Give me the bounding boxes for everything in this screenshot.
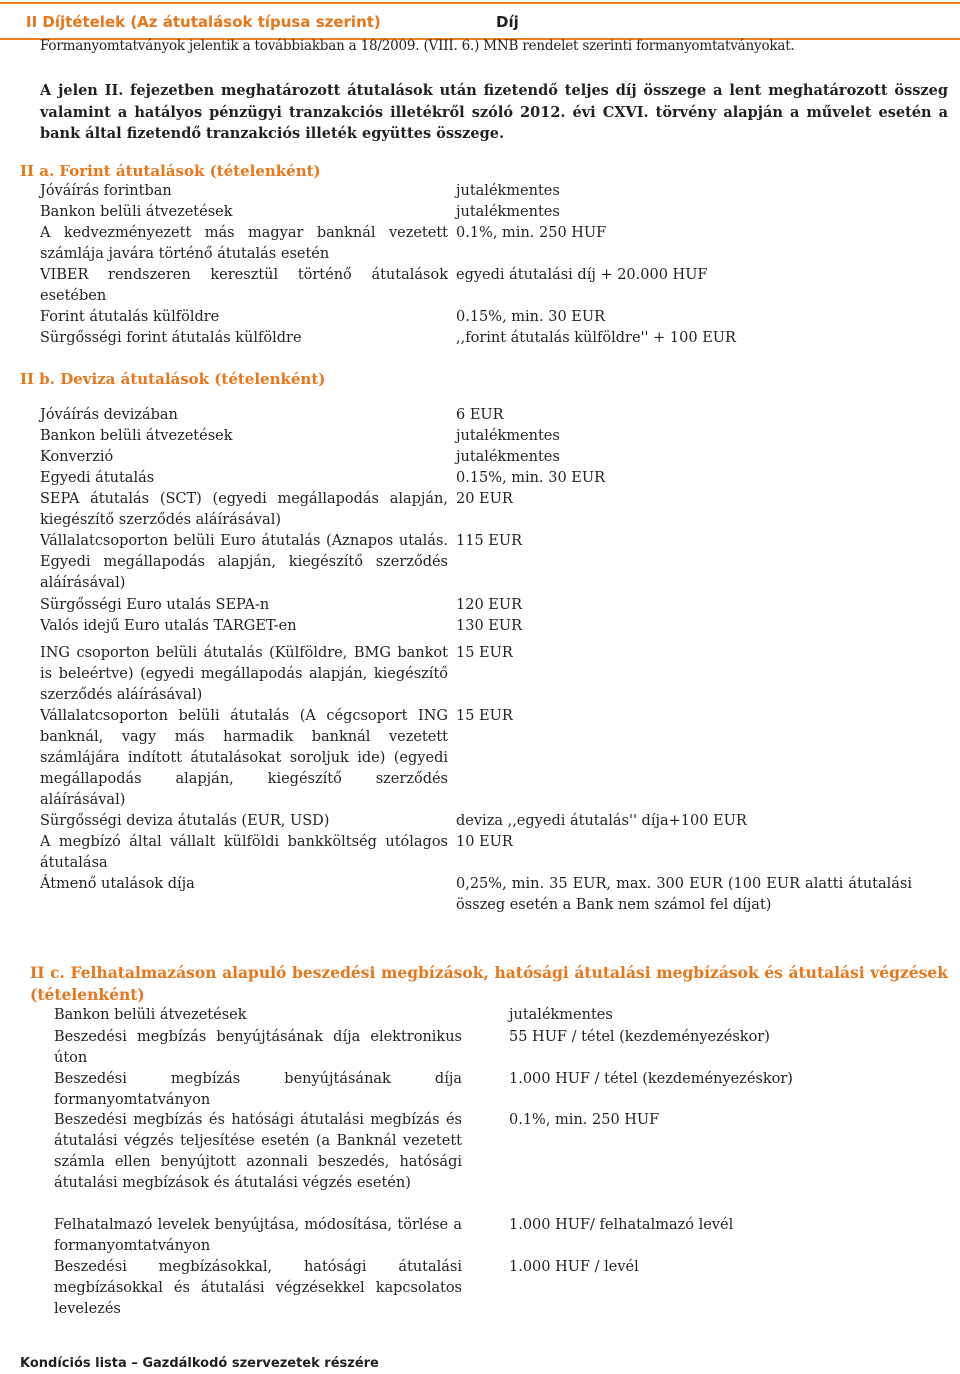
header-bar — [0, 2, 960, 40]
section-c-title: II c. Felhatalmazáson alapuló beszedési megbízások, hatósági átutalási megbízások és átutalási végzések (tételenként) — [30, 963, 948, 1004]
row-label: Vállalatcsoporton belüli átutalás (A cégcsoport ING banknál, vagy más harmadik banknál vezetett számlájára indított átutalásokat soroljuk ide) (egyedi megállapodás alapján, kiegészítő szerződés aláírásával) — [40, 708, 448, 808]
row-label: VIBER rendszeren keresztül történő átutalások esetében — [40, 267, 448, 304]
table-row — [0, 223, 960, 262]
row-value: jutalékmentes — [456, 449, 560, 465]
row-label: Sürgősségi forint átutalás külföldre — [40, 330, 302, 346]
table-row — [0, 265, 960, 304]
row-label: A kedvezményezett más magyar banknál vezetett számlája javára történő átutalás esetén — [40, 225, 448, 262]
table-row — [0, 531, 960, 591]
row-label: Egyedi átutalás — [40, 470, 155, 486]
row-label: Beszedési megbízásokkal, hatósági átutalási megbízásokkal és átutalási végzésekkel kapcsolatos levelezés — [54, 1259, 462, 1317]
row-label: SEPA átutalás (SCT) (egyedi megállapodás alapján, kiegészítő szerződés aláírásával) — [40, 491, 448, 528]
table-row — [0, 328, 960, 349]
row-value: jutalékmentes — [456, 204, 560, 220]
row-value: 1.000 HUF / tétel (kezdeményezéskor) — [509, 1071, 793, 1087]
row-label: Konverzió — [40, 449, 114, 465]
row-value: 130 EUR — [456, 618, 523, 634]
row-label: Sürgősségi deviza átutalás (EUR, USD) — [40, 813, 330, 829]
footer-text: Kondíciós lista – Gazdálkodó szervezetek részére — [20, 1356, 379, 1371]
row-value: 15 EUR — [456, 708, 513, 724]
row-label: Sürgősségi Euro utalás SEPA-n — [40, 597, 270, 613]
row-label: Bankon belüli átvezetések — [40, 204, 233, 220]
intro-text: Formanyomtatványok jelentik a továbbiakban a 18/2009. (VIII. 6.) MNB rendelet szerinti formanyomtatványokat. — [40, 38, 795, 54]
table-row — [0, 706, 960, 808]
table-row — [0, 489, 960, 528]
row-label: Átmenő utalások díja — [40, 876, 195, 892]
table-row — [0, 307, 960, 328]
row-value: 120 EUR — [456, 597, 523, 613]
table-row — [0, 874, 960, 913]
row-label: Vállalatcsoporton belüli Euro átutalás (Aznapos utalás. Egyedi megállapodás alapján, kiegészítő szerződés aláírásával) — [40, 533, 448, 591]
row-value: 0.15%, min. 30 EUR — [456, 470, 606, 486]
row-label: Beszedési megbízás és hatósági átutalási megbízás és átutalási végzés teljesítése esetén (a Banknál vezetett számla ellen benyújtott azonnali beszedés, hatósági átutalási megbízások és átutalási végzés esetén) — [54, 1112, 462, 1191]
row-label: Beszedési megbízás benyújtásának díja elektronikus úton — [54, 1029, 462, 1066]
row-value: ,,forint átutalás külföldre'' + 100 EUR — [456, 330, 736, 346]
table-row — [0, 468, 960, 489]
row-label: ING csoporton belüli átutalás (Külföldre, BMG bankot is beleértve) (egyedi megállapodás alapján, kiegészítő szerződés aláírásával) — [40, 645, 448, 703]
table-row — [0, 832, 960, 871]
table-row — [0, 181, 960, 202]
row-value: 0.1%, min. 250 HUF — [456, 225, 607, 241]
row-label: A megbízó által vállalt külföldi bankköltség utólagos átutalása — [40, 834, 448, 871]
row-value: 20 EUR — [456, 491, 513, 507]
header-fee-label: Díj — [496, 13, 519, 31]
table-row — [0, 405, 960, 426]
table-row — [0, 616, 960, 637]
row-value: jutalékmentes — [456, 428, 560, 444]
row-label: Valós idejű Euro utalás TARGET-en — [40, 618, 297, 634]
row-value: 1.000 HUF/ felhatalmazó levél — [509, 1217, 734, 1233]
row-label: Felhatalmazó levelek benyújtása, módosítása, törlése a formanyomtatványon — [54, 1217, 462, 1254]
row-label: Bankon belüli átvezetések — [54, 1007, 247, 1023]
row-value: jutalékmentes — [456, 183, 560, 199]
row-label: Beszedési megbízás benyújtásának díja formanyomtatványon — [54, 1071, 462, 1108]
row-value: deviza ,,egyedi átutalás'' díja+100 EUR — [456, 813, 747, 829]
row-value: egyedi átutalási díj + 20.000 HUF — [456, 267, 708, 283]
row-label: Jóváírás forintban — [40, 183, 172, 199]
table-row — [0, 202, 960, 223]
header-title: II Díjtételek (Az átutalások típusa szerint) — [26, 13, 381, 31]
table-row — [0, 426, 960, 447]
row-label: Forint átutalás külföldre — [40, 309, 220, 325]
row-value: 10 EUR — [456, 834, 513, 850]
section-a-title: II a. Forint átutalások (tételenként) — [20, 162, 321, 180]
table-row — [0, 811, 960, 832]
row-value: 115 EUR — [456, 533, 523, 549]
row-label: Bankon belüli átvezetések — [40, 428, 233, 444]
row-value: 15 EUR — [456, 645, 513, 661]
row-value: 6 EUR — [456, 407, 504, 423]
row-value: jutalékmentes — [509, 1007, 613, 1023]
section-b-title: II b. Deviza átutalások (tételenként) — [20, 370, 326, 388]
table-row — [0, 447, 960, 468]
row-value: 1.000 HUF / levél — [509, 1259, 639, 1275]
table-row — [0, 595, 960, 616]
row-value: 0,25%, min. 35 EUR, max. 300 EUR (100 EUR alatti átutalási összeg esetén a Bank nem számol fel díjat) — [456, 876, 912, 913]
row-value: 0.15%, min. 30 EUR — [456, 309, 606, 325]
row-label: Jóváírás devizában — [40, 407, 178, 423]
row-value: 0.1%, min. 250 HUF — [509, 1112, 660, 1128]
row-value: 55 HUF / tétel (kezdeményezéskor) — [509, 1029, 770, 1045]
notice-paragraph: A jelen II. fejezetben meghatározott átutalások után fizetendő teljes díj összege a lent meghatározott összeg valamint a hatályos pénzügyi tranzakciós illetékről szóló 2012. évi CXVI. törvény alapján a művelet esetén a bank által fizetendő tranzakciós illeték együttes összege. — [40, 82, 948, 142]
table-row — [0, 643, 960, 703]
